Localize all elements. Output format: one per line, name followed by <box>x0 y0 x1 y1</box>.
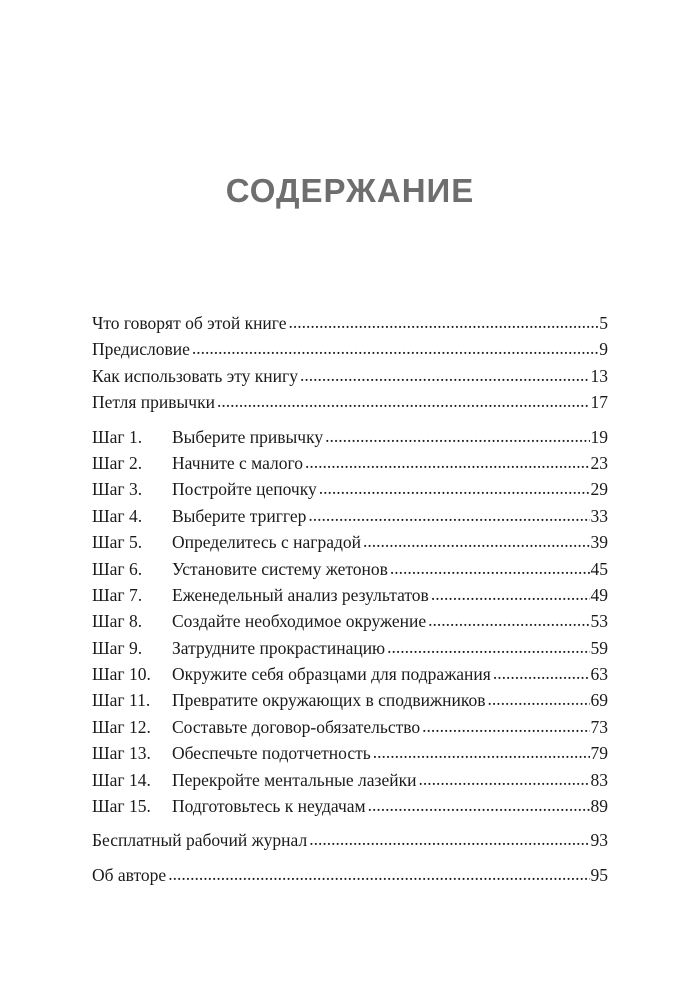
toc-entry <box>92 310 608 336</box>
dot-leader <box>373 739 590 765</box>
toc-step-number: Шаг 14. <box>92 769 151 790</box>
toc-entry-page: 89 <box>590 796 608 817</box>
toc-front-matter <box>92 310 608 416</box>
toc-step-number: Шаг 9. <box>92 637 143 658</box>
toc-entry <box>92 389 608 415</box>
toc-entry-label: Как использовать эту книгу <box>92 365 298 386</box>
toc-entry-page: 17 <box>590 392 608 413</box>
toc-step-entry <box>92 687 608 713</box>
toc-entry-label: Установите систему жетонов <box>172 558 388 579</box>
toc-step-entry <box>92 793 608 819</box>
toc-entry-page: 23 <box>590 452 608 473</box>
toc-step-number: Шаг 2. <box>92 452 143 473</box>
dot-leader <box>390 555 590 581</box>
toc-step-entry <box>92 556 608 582</box>
dot-leader <box>300 362 590 388</box>
toc-step-number: Шаг 11. <box>92 690 151 711</box>
dot-leader <box>319 475 590 501</box>
toc-entry-page: 73 <box>590 716 608 737</box>
dot-leader <box>422 713 589 739</box>
dot-leader <box>325 423 589 449</box>
toc-step-number: Шаг 5. <box>92 532 143 553</box>
toc-entry-page: 29 <box>590 479 608 500</box>
toc-entry-page: 5 <box>599 313 608 333</box>
toc-entry <box>92 336 608 362</box>
toc-entry-page: 59 <box>590 637 608 658</box>
toc-step-entry <box>92 424 608 450</box>
toc-entry-label: Составьте договор-обязательство <box>172 716 421 737</box>
dot-leader <box>289 309 599 335</box>
toc-entry-label: Перекройте ментальные лазейки <box>172 769 417 790</box>
toc-steps <box>92 424 608 820</box>
dot-leader <box>418 766 589 792</box>
toc-entry-label: Выберите триггер <box>172 505 307 526</box>
dot-leader <box>363 528 589 554</box>
toc-entry-label: Бесплатный рабочий журнал <box>92 830 308 851</box>
toc-step-entry <box>92 767 608 793</box>
toc-step-entry <box>92 529 608 555</box>
toc-step-number: Шаг 7. <box>92 584 143 605</box>
toc-step-entry <box>92 582 608 608</box>
toc-entry-label: Предисловие <box>92 339 190 360</box>
toc-entry-page: 53 <box>590 611 608 632</box>
toc-back-matter <box>92 827 608 888</box>
dot-leader <box>217 388 590 414</box>
page-title: СОДЕРЖАНИЕ <box>225 172 475 209</box>
toc-entry-page: 63 <box>590 664 608 685</box>
dot-leader <box>387 634 589 660</box>
toc-entry-label: Определитесь с наградой <box>172 532 362 553</box>
toc-entry <box>92 827 608 853</box>
toc-entry-page: 19 <box>590 426 608 447</box>
toc-step-entry <box>92 635 608 661</box>
toc-entry-label: Петля привычки <box>92 392 215 413</box>
toc-entry-label: Обеспечьте подотчетность <box>172 743 371 764</box>
toc-step-number: Шаг 12. <box>92 716 151 737</box>
toc-step-entry <box>92 608 608 634</box>
dot-leader <box>168 861 589 887</box>
toc-entry <box>92 363 608 389</box>
toc-entry-label: Об авторе <box>92 864 167 885</box>
toc-entry-page: 9 <box>599 339 608 360</box>
toc-entry-label: Выберите привычку <box>172 426 324 447</box>
toc-step-number: Шаг 1. <box>92 426 143 447</box>
table-of-contents <box>92 310 608 888</box>
toc-entry-page: 45 <box>590 558 608 579</box>
toc-step-number: Шаг 10. <box>92 664 151 685</box>
dot-leader <box>487 686 589 712</box>
toc-step-number: Шаг 3. <box>92 479 143 500</box>
toc-entry-page: 83 <box>590 769 608 790</box>
toc-entry-page: 69 <box>590 690 608 711</box>
toc-step-number: Шаг 6. <box>92 558 143 579</box>
toc-step-number: Шаг 4. <box>92 505 143 526</box>
dot-leader <box>431 581 590 607</box>
toc-entry-label: Постройте цепочку <box>172 479 317 500</box>
toc-entry-label: Начните с малого <box>172 452 304 473</box>
dot-leader <box>368 792 590 818</box>
toc-step-entry <box>92 450 608 476</box>
toc-entry-page: 33 <box>590 505 608 526</box>
toc-step-number: Шаг 13. <box>92 743 151 764</box>
toc-step-number: Шаг 8. <box>92 611 143 632</box>
toc-step-entry <box>92 740 608 766</box>
toc-step-entry <box>92 661 608 687</box>
dot-leader <box>309 826 589 852</box>
toc-entry-label: Что говорят об этой книге <box>92 313 287 333</box>
dot-leader <box>192 335 598 361</box>
toc-step-entry <box>92 714 608 740</box>
toc-entry <box>92 862 608 888</box>
toc-entry-label: Превратите окружающих в сподвижников <box>172 690 486 711</box>
toc-entry-page: 95 <box>590 864 608 885</box>
dot-leader <box>493 660 590 686</box>
toc-entry-label: Затрудните прокрастинацию <box>172 637 386 658</box>
toc-entry-label: Подготовьтесь к неудачам <box>172 796 366 817</box>
toc-entry-label: Создайте необходимое окружение <box>172 611 427 632</box>
dot-leader <box>428 607 589 633</box>
toc-entry-page: 49 <box>590 584 608 605</box>
toc-entry-label: Еженедельный анализ результатов <box>172 584 429 605</box>
dot-leader <box>308 502 589 528</box>
toc-entry-page: 39 <box>590 532 608 553</box>
toc-entry-label: Окружите себя образцами для подражания <box>172 664 491 685</box>
dot-leader <box>305 449 589 475</box>
toc-step-entry <box>92 503 608 529</box>
toc-entry-page: 79 <box>590 743 608 764</box>
toc-entry-page: 93 <box>590 830 608 851</box>
toc-step-entry <box>92 476 608 502</box>
toc-entry-page: 13 <box>590 365 608 386</box>
toc-step-number: Шаг 15. <box>92 796 151 817</box>
